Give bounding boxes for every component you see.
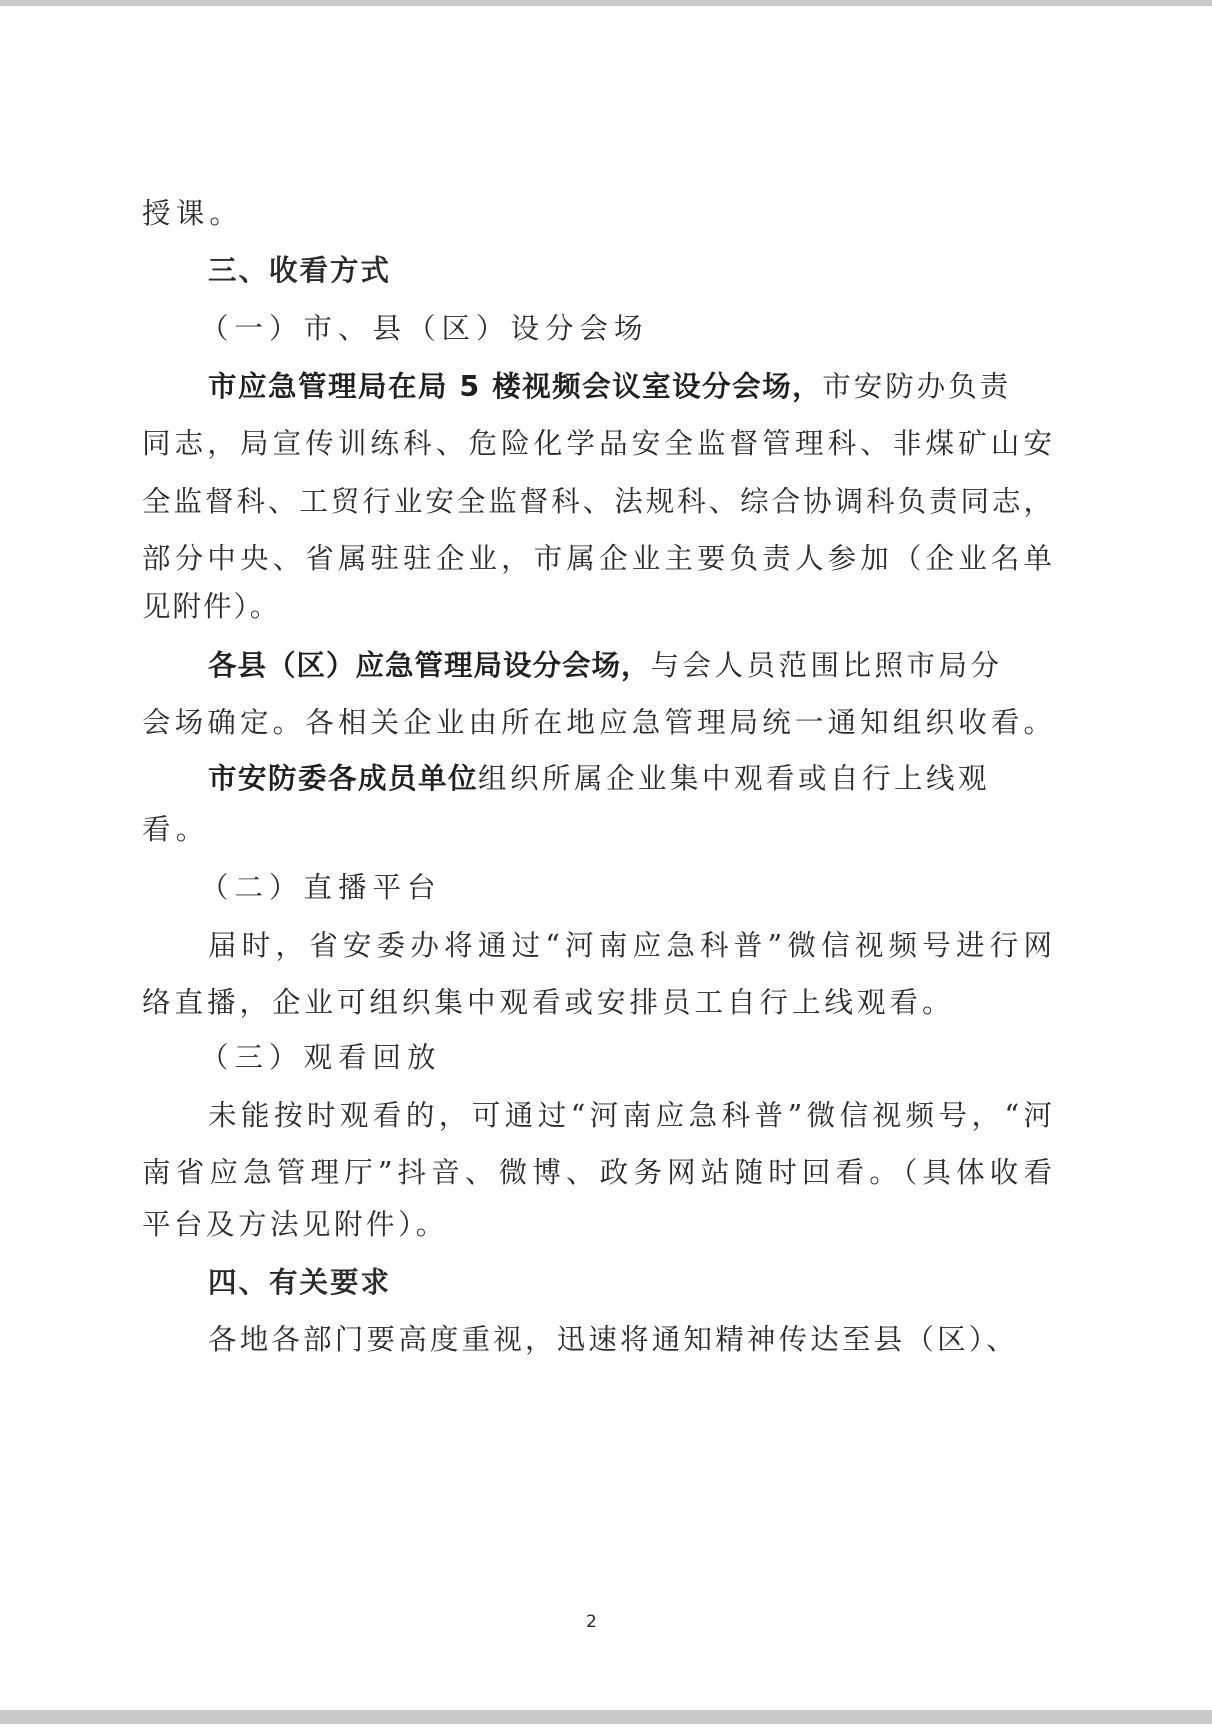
- paragraph-line: 络直播，企业可组织集中观看或安排员工自行上线观看。: [142, 986, 955, 1019]
- paragraph-line: 平台及方法见附件）。: [142, 1208, 448, 1241]
- paragraph-line: 同志，局宣传训练科、危险化学品安全监督管理科、非煤矿山安: [142, 427, 1052, 460]
- page-number: 2: [586, 1612, 597, 1632]
- paragraph-line: [208, 369, 1052, 405]
- paragraph-line: [208, 761, 1052, 797]
- paragraph-line: 南省应急管理厅”抖音、微博、政务网站随时回看。（具体收看: [142, 1156, 1052, 1189]
- subsection-heading-2: （二）直播平台: [200, 871, 442, 904]
- section-heading-3: 三、收看方式: [208, 254, 392, 287]
- paragraph-line: [208, 648, 1052, 684]
- subsection-heading-3: （三）观看回放: [200, 1041, 442, 1074]
- emphasis-text: 市应急管理局在局 5 楼视频会议室设分会场，: [208, 370, 823, 403]
- text-span: 市安防办负责: [822, 370, 1012, 403]
- paragraph-line: 看。: [142, 813, 210, 846]
- text-line: 授课。: [142, 197, 244, 230]
- paragraph-line: 全监督科、工贸行业安全监督科、法规科、综合协调科负责同志，: [142, 485, 1052, 518]
- text-span: 与会人员范围比照市局分: [650, 649, 1003, 682]
- paragraph-line: 部分中央、省属驻驻企业，市属企业主要负责人参加（企业名单: [142, 542, 1052, 575]
- paragraph-line: 见附件）。: [142, 590, 281, 623]
- paragraph-line: 届时，省安委办将通过“河南应急科普”微信视频号进行网: [208, 929, 1052, 962]
- paragraph-line: 会场确定。各相关企业由所在地应急管理局统一通知组织收看。: [142, 706, 1052, 739]
- paragraph-line: 各地各部门要高度重视，迅速将通知精神传达至县（区）、: [208, 1323, 1018, 1356]
- emphasis-text: 市安防委各成员单位: [208, 762, 479, 795]
- subsection-heading-1: （一）市、县（区）设分会场: [200, 312, 649, 345]
- section-heading-4: 四、有关要求: [208, 1266, 392, 1299]
- scan-bottom-border: [0, 1710, 1212, 1724]
- text-span: 组织所属企业集中观看或自行上线观: [478, 762, 991, 795]
- paragraph-line: 未能按时观看的，可通过“河南应急科普”微信视频号，“河: [208, 1099, 1052, 1132]
- emphasis-text: 各县（区）应急管理局设分会场，: [208, 649, 651, 682]
